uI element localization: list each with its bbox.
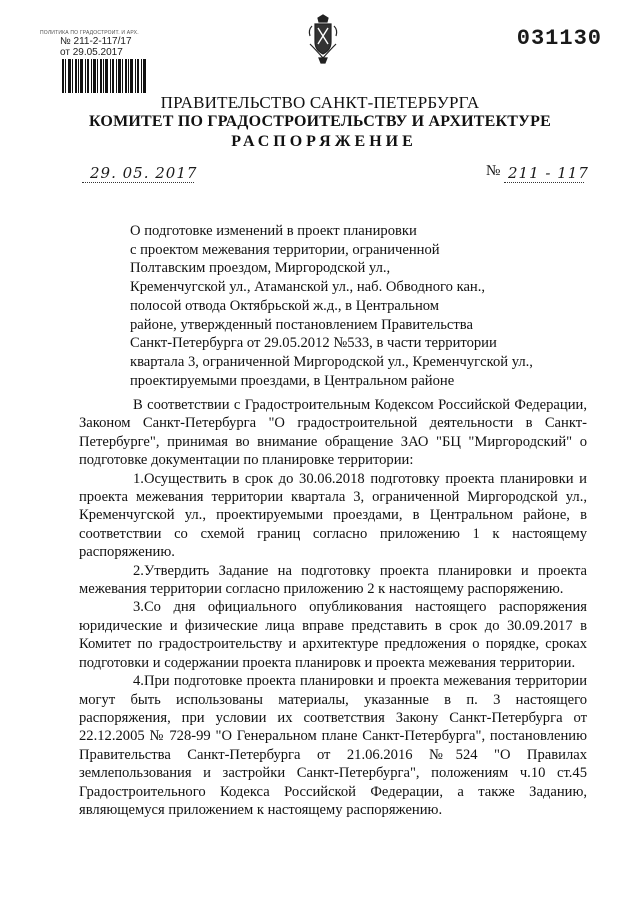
clause-3-paragraph: 3.Со дня официального опубликования настоящего распоряжения юридические и физические лица вправе представить в срок до 30.09.2017 в Комитет по градостроительству и архитектуре предложения о порядке, сроках подготовки и содержании проекта планировк и проекта межевания территории. <box>79 599 587 671</box>
government-title: ПРАВИТЕЛЬСТВО САНКТ-ПЕТЕРБУРГА <box>160 93 480 112</box>
coat-of-arms-icon <box>306 14 340 64</box>
date-underline <box>82 182 194 183</box>
subject-line: Полтавским проездом, Миргородской ул., <box>130 260 391 277</box>
document-type: РАСПОРЯЖЕНИЕ <box>231 133 417 150</box>
clause-1-paragraph: 1.Осуществить в срок до 30.06.2018 подготовку проекта планировки и проекта межевания территории квартала 3, ограниченной Миргородской ул., Кременчугской ул., проектируемыми проездами, в Центральном районе, в соответствии со схемой границ согласно приложению 1 к настоящему распоряжению. <box>79 470 587 561</box>
subject-line: проектируемыми проездами, в Центральном районе <box>130 372 455 389</box>
clause-2-paragraph: 2.Утвердить Задание на подготовку проекта планировки и проекта межевания территории согласно приложению 2 к настоящему распоряжению. <box>79 562 587 598</box>
subject-line: с проектом межевания территории, ограниченной <box>130 241 440 258</box>
preamble-paragraph: В соответствии с Градостроительным Кодексом Российской Федерации, Законом Санкт-Петербурга "О градостроительной деятельности в Санкт-Петербурге", принимая во внимание обращение ЗАО "БЦ "Миргородский" о подготовке документации по планировке территории: <box>79 397 587 469</box>
subject-line: районе, утвержденный постановлением Правительства <box>130 316 473 333</box>
subject-line: Кременчугской ул., Атаманской ул., наб. Обводного кан., <box>130 279 486 296</box>
subject-line: квартала 3, ограниченной Миргородской ул., Кременчугской ул., <box>130 353 533 370</box>
handwritten-number: 211 - 117 <box>508 164 589 182</box>
barcode <box>62 59 146 93</box>
registration-date: от 29.05.2017 <box>60 47 123 58</box>
subject-line: Санкт-Петербурга от 29.05.2012 №533, в части территории <box>130 335 497 352</box>
number-underline <box>504 182 584 183</box>
stamp-cut-text: ПОЛИТИКА ПО ГРАДОСТРОИТ. И АРХ. <box>40 30 139 36</box>
number-label: № <box>486 163 501 179</box>
document-subject <box>130 222 590 390</box>
subject-line: О подготовке изменений в проект планировки <box>130 223 417 239</box>
registration-stamp <box>40 30 148 96</box>
document-number: 031130 <box>516 26 602 51</box>
clause-4-paragraph: 4.При подготовке проекта планировки и проекта межевания территории могут быть использованы материалы, указанные в п. 3 настоящего распоряжения, при условии их соответствия Закону Санкт-Петербурга от 22.12.2005 № 728-99 "О Генеральном плане Санкт-Петербурга", постановлению Правительства Санкт-Петербурга от 21.06.2016 №524 "О Правилах землепользования и застройки Санкт-Петербурга", положениям ч.10 ст.45 Градостроительного Кодекса Российской Федерации, а также Заданию, являющемуся приложением к настоящему распоряжению. <box>79 673 587 818</box>
committee-title: КОМИТЕТ ПО ГРАДОСТРОИТЕЛЬСТВУ И АРХИТЕКТУРЕ <box>89 113 551 130</box>
registration-number: № 211-2-117/17 <box>60 36 132 47</box>
document-body <box>79 396 587 819</box>
handwritten-date: 29. 05. 2017 <box>90 164 198 182</box>
subject-line: полосой отвода Октябрьской ж.д., в Центральном <box>130 297 440 314</box>
